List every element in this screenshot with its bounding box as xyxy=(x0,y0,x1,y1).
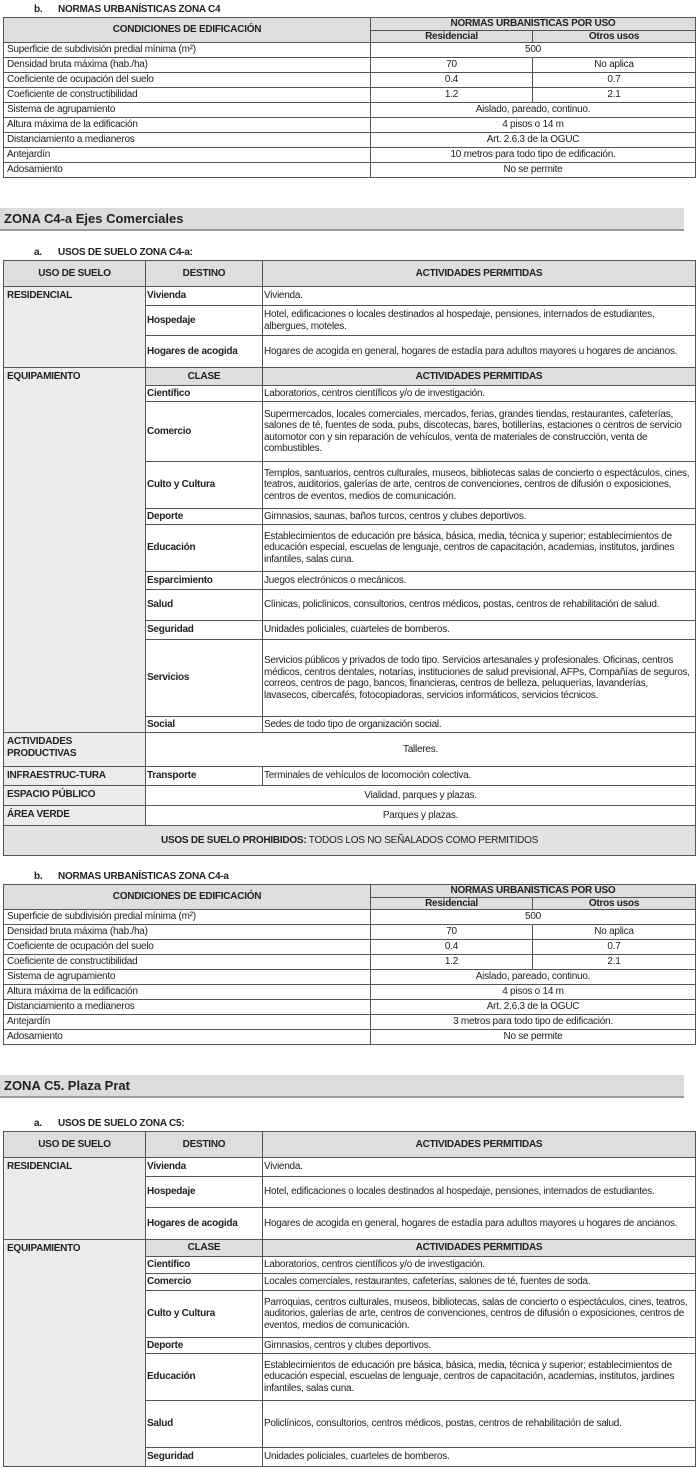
table-row xyxy=(4,1240,696,1257)
header-destination: DESTINO xyxy=(146,1132,263,1158)
land-use-label: RESIDENCIAL xyxy=(4,287,146,368)
table-row xyxy=(4,1015,696,1030)
prohibited-uses xyxy=(4,826,696,856)
section-number: a. xyxy=(34,1118,42,1129)
permitted-activities: Terminales de vehículos de locomoción colectiva. xyxy=(263,767,696,786)
destination-label: Científico xyxy=(146,386,263,402)
land-use-label: ÁREA VERDE xyxy=(4,806,146,826)
condition-label: Antejardín xyxy=(4,148,371,163)
table-row xyxy=(4,786,696,806)
condition-label: Superficie de subdivisión predial mínima (m²) xyxy=(4,43,371,58)
permitted-activities: Talleres. xyxy=(146,733,696,767)
value-residential: 0.4 xyxy=(371,73,533,88)
land-use-label: EQUIPAMIENTO xyxy=(4,1240,146,1467)
table-row xyxy=(4,1000,696,1015)
value-all-uses: No se permite xyxy=(371,163,696,178)
permitted-activities: Clínicas, policlínicos, consultorios, centros médicos, postas, centros de rehabilitación de salud. xyxy=(263,590,696,621)
header-land-use: USO DE SUELO xyxy=(4,261,146,287)
permitted-activities: Vialidad, parques y plazas. xyxy=(146,786,696,806)
table-row xyxy=(4,733,696,767)
permitted-activities: Vivienda. xyxy=(263,1158,696,1177)
condition-label: Densidad bruta máxima (hab./ha) xyxy=(4,925,371,940)
destination-label: Comercio xyxy=(146,402,263,462)
land-use-label: EQUIPAMIENTO xyxy=(4,368,146,733)
permitted-activities: Hogares de acogida en general, hogares de estadía para adultos mayores u hogares de ancianos. xyxy=(263,336,696,368)
destination-label: Vivienda xyxy=(146,287,263,306)
table-row xyxy=(4,1158,696,1177)
table-row xyxy=(4,148,696,163)
subheader-class: CLASE xyxy=(146,368,263,386)
header-conditions: CONDICIONES DE EDIFICACIÓN xyxy=(4,18,371,43)
condition-label: Coeficiente de ocupación del suelo xyxy=(4,940,371,955)
header-row xyxy=(4,885,696,898)
value-all-uses: Art. 2.6.3 de la OGUC xyxy=(371,133,696,148)
prohibited-label: USOS DE SUELO PROHIBIDOS: xyxy=(160,834,307,846)
value-all-uses: Aislado, pareado, continuo. xyxy=(371,970,696,985)
condition-label: Antejardín xyxy=(4,1015,371,1030)
permitted-activities: Vivienda. xyxy=(263,287,696,306)
value-all-uses: Aislado, pareado, continuo. xyxy=(371,103,696,118)
value-residential: 0.4 xyxy=(371,940,533,955)
section-title-text: NORMAS URBANÍSTICAS ZONA C4-a xyxy=(58,871,229,882)
subheader-activities: ACTIVIDADES PERMITIDAS xyxy=(263,368,696,386)
header-other-uses: Otros usos xyxy=(533,30,696,43)
table-row xyxy=(4,955,696,970)
table-row xyxy=(4,133,696,148)
destination-label: Educación xyxy=(146,525,263,572)
value-all-uses: 3 metros para todo tipo de edificación. xyxy=(371,1015,696,1030)
section-title-c4a-uses xyxy=(34,247,193,258)
permitted-activities: Parroquias, centros culturales, museos, bibliotecas, salas de concierto o espectáculos, cines, teatros, auditorios, galerías de arte, centros de convenciones, centros de difusión o exposiciones, centros de eventos, medios de comunicación. xyxy=(263,1291,696,1338)
destination-label: Culto y Cultura xyxy=(146,1291,263,1338)
destination-label: Deporte xyxy=(146,1338,263,1354)
value-all-uses: Art. 2.6.3 de la OGUC xyxy=(371,1000,696,1015)
zone-heading-c5: ZONA C5. Plaza Prat xyxy=(0,1075,684,1098)
section-title-text: USOS DE SUELO ZONA C5: xyxy=(58,1118,185,1129)
value-other-uses: 2.1 xyxy=(533,88,696,103)
value-residential: 1.2 xyxy=(371,955,533,970)
section-number: b. xyxy=(34,871,43,882)
table-row xyxy=(4,163,696,178)
destination-label: Educación xyxy=(146,1354,263,1401)
land-use-label: RESIDENCIAL xyxy=(4,1158,146,1240)
table-row xyxy=(4,368,696,386)
destination-label: Salud xyxy=(146,1401,263,1448)
condition-label: Distanciamiento a medianeros xyxy=(4,133,371,148)
header-conditions: CONDICIONES DE EDIFICACIÓN xyxy=(4,885,371,910)
destination-label: Seguridad xyxy=(146,1448,263,1467)
table-row xyxy=(4,925,696,940)
section-title-text: NORMAS URBANÍSTICAS ZONA C4 xyxy=(58,4,221,15)
destination-label: Transporte xyxy=(146,767,263,786)
header-land-use: USO DE SUELO xyxy=(4,1132,146,1158)
value-all-uses: 10 metros para todo tipo de edificación. xyxy=(371,148,696,163)
header-row xyxy=(4,18,696,31)
subheader-activities: ACTIVIDADES PERMITIDAS xyxy=(263,1240,696,1257)
table-row xyxy=(4,985,696,1000)
section-title-c4a-norms xyxy=(34,871,229,882)
value-all-uses: No se permite xyxy=(371,1030,696,1045)
table-row xyxy=(4,58,696,73)
destination-label: Científico xyxy=(146,1257,263,1274)
table-row xyxy=(4,1030,696,1045)
value-residential: 70 xyxy=(371,58,533,73)
header-residential: Residencial xyxy=(371,30,533,43)
c4a-norms-table xyxy=(3,884,696,1045)
condition-label: Adosamiento xyxy=(4,163,371,178)
destination-label: Servicios xyxy=(146,640,263,717)
destination-label: Hogares de acogida xyxy=(146,1208,263,1240)
condition-label: Densidad bruta máxima (hab./ha) xyxy=(4,58,371,73)
header-activities: ACTIVIDADES PERMITIDAS xyxy=(263,261,696,287)
table-row xyxy=(4,103,696,118)
table-row xyxy=(4,73,696,88)
permitted-activities: Hotel, edificaciones o locales destinados al hospedaje, pensiones, internados de estudiantes, albergues, moteles. xyxy=(263,306,696,336)
table-row xyxy=(4,806,696,826)
permitted-activities: Establecimientos de educación pre básica, básica, media, técnica y superior; establecimientos de educación especial, escuelas de lenguaje, centros de capacitación, academias, institutos, jardines infantiles, salas cuna. xyxy=(263,525,696,572)
value-other-uses: 2.1 xyxy=(533,955,696,970)
permitted-activities: Unidades policiales, cuarteles de bomberos. xyxy=(263,621,696,640)
value-all-uses: 4 pisos o 14 m xyxy=(371,985,696,1000)
permitted-activities: Policlínicos, consultorios, centros médicos, postas, centros de rehabilitación de salud. xyxy=(263,1401,696,1448)
table-row xyxy=(4,118,696,133)
section-number: a. xyxy=(34,247,42,258)
land-use-label: ACTIVIDADES PRODUCTIVAS xyxy=(4,733,146,767)
land-use-label: ESPACIO PÚBLICO xyxy=(4,786,146,806)
condition-label: Coeficiente de constructibilidad xyxy=(4,955,371,970)
value-residential: 1.2 xyxy=(371,88,533,103)
table-row xyxy=(4,43,696,58)
permitted-activities: Hogares de acogida en general, hogares de estadía para adultos mayores u hogares de ancianos. xyxy=(263,1208,696,1240)
zone-heading-c4a: ZONA C4-a Ejes Comerciales xyxy=(0,208,684,231)
destination-label: Hogares de acogida xyxy=(146,336,263,368)
header-other-uses: Otros usos xyxy=(533,897,696,910)
permitted-activities: Unidades policiales, cuarteles de bomberos. xyxy=(263,1448,696,1467)
table-row xyxy=(4,287,696,306)
destination-label: Deporte xyxy=(146,509,263,525)
destination-label: Salud xyxy=(146,590,263,621)
permitted-activities: Supermercados, locales comerciales, mercados, ferias, grandes tiendas, restaurantes, cafeterías, salones de té, fuentes de soda, pubs, discotecas, bares, botillerías, estaciones o centros de servicio automotor con y sin reparación de vehículos, venta de materiales de construcción, venta de combustibles. xyxy=(263,402,696,462)
value-other-uses: 0.7 xyxy=(533,73,696,88)
condition-label: Distanciamiento a medianeros xyxy=(4,1000,371,1015)
condition-label: Sistema de agrupamiento xyxy=(4,103,371,118)
value-residential: 70 xyxy=(371,925,533,940)
subheader-class: CLASE xyxy=(146,1240,263,1257)
destination-label: Seguridad xyxy=(146,621,263,640)
condition-label: Sistema de agrupamiento xyxy=(4,970,371,985)
header-residential: Residencial xyxy=(371,897,533,910)
condition-label: Superficie de subdivisión predial mínima (m²) xyxy=(4,910,371,925)
permitted-activities: Juegos electrónicos o mecánicos. xyxy=(263,572,696,590)
condition-label: Adosamiento xyxy=(4,1030,371,1045)
land-use-label: INFRAESTRUC-TURA xyxy=(4,767,146,786)
destination-label: Social xyxy=(146,717,263,733)
section-title-c4-norms xyxy=(34,4,220,15)
permitted-activities: Servicios públicos y privados de todo tipo. Servicios artesanales y profesionales. Oficinas, centros médicos, centros dentales, notarías, instituciones de salud previsional, AFPs, Compañías de seguros, correos, centros de pago, bancos, financieras, centros de belleza, peluquerías, lavanderías, lavasecos, cibercafés, fotocopiadoras, servicios informáticos, servicios técnicos. xyxy=(263,640,696,717)
table-row xyxy=(4,970,696,985)
condition-label: Altura máxima de la edificación xyxy=(4,985,371,1000)
header-activities: ACTIVIDADES PERMITIDAS xyxy=(263,1132,696,1158)
header-row xyxy=(4,261,696,287)
destination-label: Comercio xyxy=(146,1274,263,1291)
table-row xyxy=(4,826,696,856)
permitted-activities: Templos, santuarios, centros culturales, museos, bibliotecas salas de concierto o espectáculos, cines, teatros, auditorios, galerías de arte, centros de convenciones, centros de difusión o exposiciones, centros de eventos, medios de comunicación. xyxy=(263,462,696,509)
permitted-activities: Parques y plazas. xyxy=(146,806,696,826)
destination-label: Hospedaje xyxy=(146,1177,263,1208)
destination-label: Esparcimiento xyxy=(146,572,263,590)
condition-label: Coeficiente de constructibilidad xyxy=(4,88,371,103)
permitted-activities: Locales comerciales, restaurantes, cafeterías, salones de té, fuentes de soda. xyxy=(263,1274,696,1291)
section-title-text: USOS DE SUELO ZONA C4-a: xyxy=(58,247,193,258)
permitted-activities: Hotel, edificaciones o locales destinados al hospedaje, pensiones, internados de estudiantes. xyxy=(263,1177,696,1208)
permitted-activities: Laboratorios, centros científicos y/o de investigación. xyxy=(263,1257,696,1274)
c5-uses-table xyxy=(3,1131,696,1467)
value-other-uses: No aplica xyxy=(533,58,696,73)
destination-label: Hospedaje xyxy=(146,306,263,336)
header-destination: DESTINO xyxy=(146,261,263,287)
prohibited-text: TODOS LOS NO SEÑALADOS COMO PERMITIDOS xyxy=(306,834,539,846)
permitted-activities: Gimnasios, saunas, baños turcos, centros y clubes deportivos. xyxy=(263,509,696,525)
value-other-uses: No aplica xyxy=(533,925,696,940)
section-title-c5-uses xyxy=(34,1118,184,1129)
section-number: b. xyxy=(34,4,43,15)
header-row xyxy=(4,1132,696,1158)
value-other-uses: 0.7 xyxy=(533,940,696,955)
table-row xyxy=(4,910,696,925)
table-row xyxy=(4,940,696,955)
value-all-uses: 500 xyxy=(371,910,696,925)
permitted-activities: Laboratorios, centros científicos y/o de investigación. xyxy=(263,386,696,402)
condition-label: Altura máxima de la edificación xyxy=(4,118,371,133)
permitted-activities: Gimnasios, centros y clubes deportivos. xyxy=(263,1338,696,1354)
permitted-activities: Establecimientos de educación pre básica, básica, media, técnica y superior; establecimientos de educación especial, escuelas de lenguaje, centros de capacitación, academias, institutos, jardines infantiles, salas cuna. xyxy=(263,1354,696,1401)
header-norms-by-use: NORMAS URBANÍSTICAS POR USO xyxy=(371,885,696,898)
value-all-uses: 4 pisos o 14 m xyxy=(371,118,696,133)
condition-label: Coeficiente de ocupación del suelo xyxy=(4,73,371,88)
header-norms-by-use: NORMAS URBANÍSTICAS POR USO xyxy=(371,18,696,31)
destination-label: Vivienda xyxy=(146,1158,263,1177)
table-row xyxy=(4,88,696,103)
destination-label: Culto y Cultura xyxy=(146,462,263,509)
c4a-uses-table xyxy=(3,260,696,856)
table-row xyxy=(4,767,696,786)
c4-norms-table xyxy=(3,17,696,178)
value-all-uses: 500 xyxy=(371,43,696,58)
permitted-activities: Sedes de todo tipo de organización social. xyxy=(263,717,696,733)
